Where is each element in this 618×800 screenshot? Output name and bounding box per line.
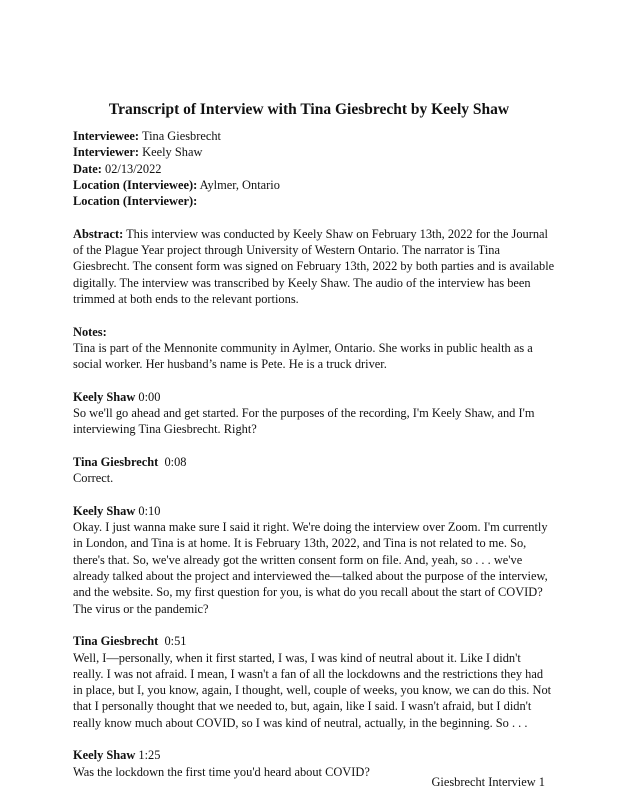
metadata-value: Aylmer, Ontario [199,177,280,192]
document-title: Transcript of Interview with Tina Giesbrecht by Keely Shaw [108,101,510,118]
speaker-line [73,633,553,649]
notes-label: Notes: [73,324,107,339]
abstract-text: trimmed at both ends to the relevant portions. [73,291,299,306]
metadata-value: Tina Giesbrecht [141,129,221,143]
speech-line: in place, but I, you know, again, I thought, well, couple of weeks, you know, we can do this. Not [73,683,552,698]
speech-line: The virus or the pandemic? [73,601,209,616]
speech-line: already talked about the project and interviewed the—talked about the purpose of the interview, [73,569,548,584]
metadata-label: Interviewer: [73,145,140,160]
metadata-row [73,193,553,209]
abstract-line [73,242,553,258]
abstract-line [73,258,553,274]
speaker-line [73,503,553,519]
metadata-block [73,128,553,209]
timestamp: 1:25 [138,748,161,763]
speech-line: Correct. [73,471,114,486]
speaker-name: Tina Giesbrecht [73,634,159,649]
transcript [73,389,553,780]
metadata-row [73,161,553,177]
speech-line: there's that. So, we've already got the written consent form on file. And, yeah, so . . . we've [73,552,523,567]
speech-line: and the website. So, my first question for you, is what do you recall about the start of COVID? [73,585,543,600]
speaker-name: Keely Shaw [73,389,136,404]
speaker-name: Keely Shaw [73,748,136,763]
page-footer: Giesbrecht Interview 1 [431,775,545,789]
speech-line: really. I was not afraid. I mean, I wasn't a fan of all the lockdowns and the restrictions they had [73,666,544,681]
speech-line: that I personally thought that we needed to, but, again, like I said. I wasn't afraid, but I didn't [73,699,532,714]
document-body [73,128,553,796]
transcript-turn [73,633,553,731]
metadata-row [73,128,553,144]
speaker-line [73,454,553,470]
speech-line: Well, I—personally, when it first started, I was, I was kind of neutral about it. Like I didn't [73,650,521,665]
abstract-block [73,226,553,307]
transcript-turn [73,389,553,438]
speaker-line [73,747,553,763]
metadata-label: Location (Interviewee): [73,177,198,192]
metadata-label: Date: [73,161,102,176]
speaker-name: Keely Shaw [73,503,136,518]
transcript-turn [73,454,553,487]
abstract-label: Abstract: [73,226,124,241]
notes-line: Tina is part of the Mennonite community in Aylmer, Ontario. She works in public health as a [73,340,533,355]
abstract-text: of the Plague Year project through University of Western Ontario. The narrator is Tina [73,243,500,258]
speech-line: in London, and Tina is at home. It is February 13th, 2022, and Tina is not related to me. So, [73,536,527,551]
notes-block [73,324,553,373]
timestamp: 0:00 [138,389,161,404]
speech-line: So we'll go ahead and get started. For the purposes of the recording, I'm Keely Shaw, and I'm [73,406,535,421]
timestamp: 0:08 [164,454,187,469]
speaker-name: Tina Giesbrecht [73,454,159,469]
timestamp: 0:51 [164,634,187,649]
metadata-label: Location (Interviewer): [73,194,198,209]
speech-line: interviewing Tina Giesbrecht. Right? [73,422,257,437]
abstract-text: Giesbrecht. The consent form was signed on February 13th, 2022 by both parties and is available [73,259,555,274]
notes-line: social worker. Her husband’s name is Pete. He is a truck driver. [73,357,387,372]
speech-line: really know much about COVID, so I was kind of neutral, actually, in the beginning. So . . . [73,715,528,730]
abstract-text: digitally. The interview was transcribed by Keely Shaw. The audio of the interview has been [73,275,531,290]
speech-line: Okay. I just wanna make sure I said it right. We're doing the interview over Zoom. I'm currently [73,520,548,535]
speech-line: Was the lockdown the first time you'd heard about COVID? [73,764,370,779]
transcript-turn [73,503,553,617]
metadata-value: Keely Shaw [142,145,203,160]
metadata-row [73,144,553,160]
metadata-row [73,177,553,193]
abstract-line [73,275,553,291]
speaker-line [73,389,553,405]
timestamp: 0:10 [138,503,161,518]
metadata-value: 02/13/2022 [105,161,162,176]
abstract-line [73,226,553,242]
abstract-line [73,291,553,307]
metadata-label: Interviewee: [73,129,140,143]
abstract-text: This interview was conducted by Keely Shaw on February 13th, 2022 for the Journal [126,226,548,241]
